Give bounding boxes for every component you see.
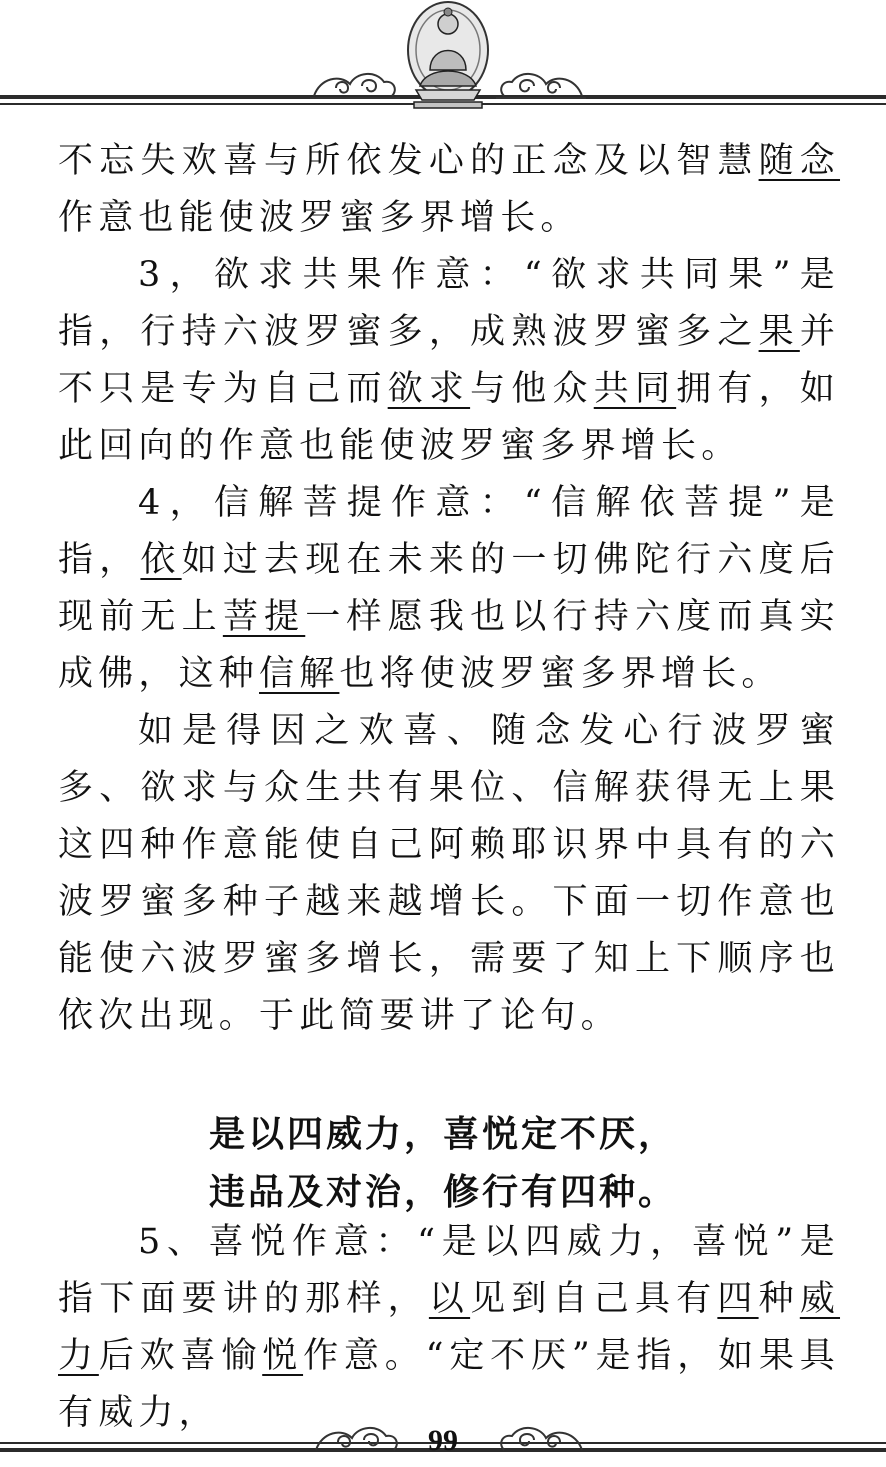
text-run: 4，信解菩提作意：“信解依菩提”是指， (58, 483, 840, 580)
text-run: 拥有，如此回向的作意也能使波罗蜜多界增长。 (58, 369, 840, 466)
text-run: 3，欲求共果作意：“欲求共同果”是指，行持六波罗蜜多，成熟波罗蜜多之 (58, 255, 840, 352)
text-run: 作意也能使波罗蜜多界增长。 (58, 198, 581, 238)
underlined-term: 四 (717, 1279, 759, 1319)
body-paragraph (58, 703, 840, 1045)
underlined-term: 依 (140, 540, 182, 580)
verse-line-1: 是以四威力，喜悦定不厌， (208, 1114, 677, 1155)
cloud-ornament-icon (312, 1420, 402, 1456)
text-run: 作意。“定不厌”是指，如果具有威力， (58, 1336, 840, 1433)
underlined-term: 共同 (593, 369, 677, 409)
text-run: 见到自己具有 (470, 1279, 718, 1319)
buddha-icon (402, 0, 494, 110)
text-run: 不忘失欢喜与所依发心的正念及以智慧 (58, 141, 759, 181)
text-run: 后欢喜愉 (98, 1336, 263, 1376)
text-run: 如过去现在未来的一切佛陀行六度后现前无上 (58, 540, 840, 637)
underlined-term: 以 (428, 1279, 471, 1319)
body-paragraph (58, 1214, 840, 1442)
underlined-term: 威力 (58, 1279, 841, 1376)
underlined-term: 随念 (758, 141, 841, 181)
verse-line-2: 违品及对治，修行有四种。 (208, 1172, 677, 1213)
text-run: 并不只是专为自己而 (58, 312, 841, 409)
underlined-term: 菩提 (222, 597, 306, 637)
text-run: 如是得因之欢喜、随念发心行波罗蜜多、欲求与众生共有果位、信解获得无上果这四种作意能使自己阿赖耶识界中具有的六波罗蜜多种子越来越增长。下面一切作意也能使六波罗蜜多增长，需要了知上下顺序也依次出现。于此简要讲了论句。 (58, 711, 840, 1036)
underlined-term: 欲求 (387, 369, 471, 409)
body-paragraph (58, 475, 840, 703)
underlined-term: 信解 (259, 654, 340, 694)
cloud-ornament-icon (496, 1420, 586, 1456)
text-run: 种 (758, 1279, 800, 1319)
body-paragraph (58, 133, 840, 247)
underlined-term: 果 (758, 312, 800, 352)
cloud-ornament-icon (496, 66, 586, 102)
text-run: 一样愿我也以行持六度而真实成佛，这种 (58, 597, 840, 694)
text-run: 与他众 (470, 369, 594, 409)
body-paragraph (58, 247, 840, 475)
text-run: 也将使波罗蜜多界增长。 (339, 654, 782, 694)
text-run: 5、喜悦作意：“是以四威力，喜悦”是指下面要讲的那样， (58, 1222, 840, 1319)
page-number: 99 (428, 1424, 458, 1457)
cloud-ornament-icon (310, 66, 400, 102)
underlined-term: 悦 (262, 1336, 304, 1376)
